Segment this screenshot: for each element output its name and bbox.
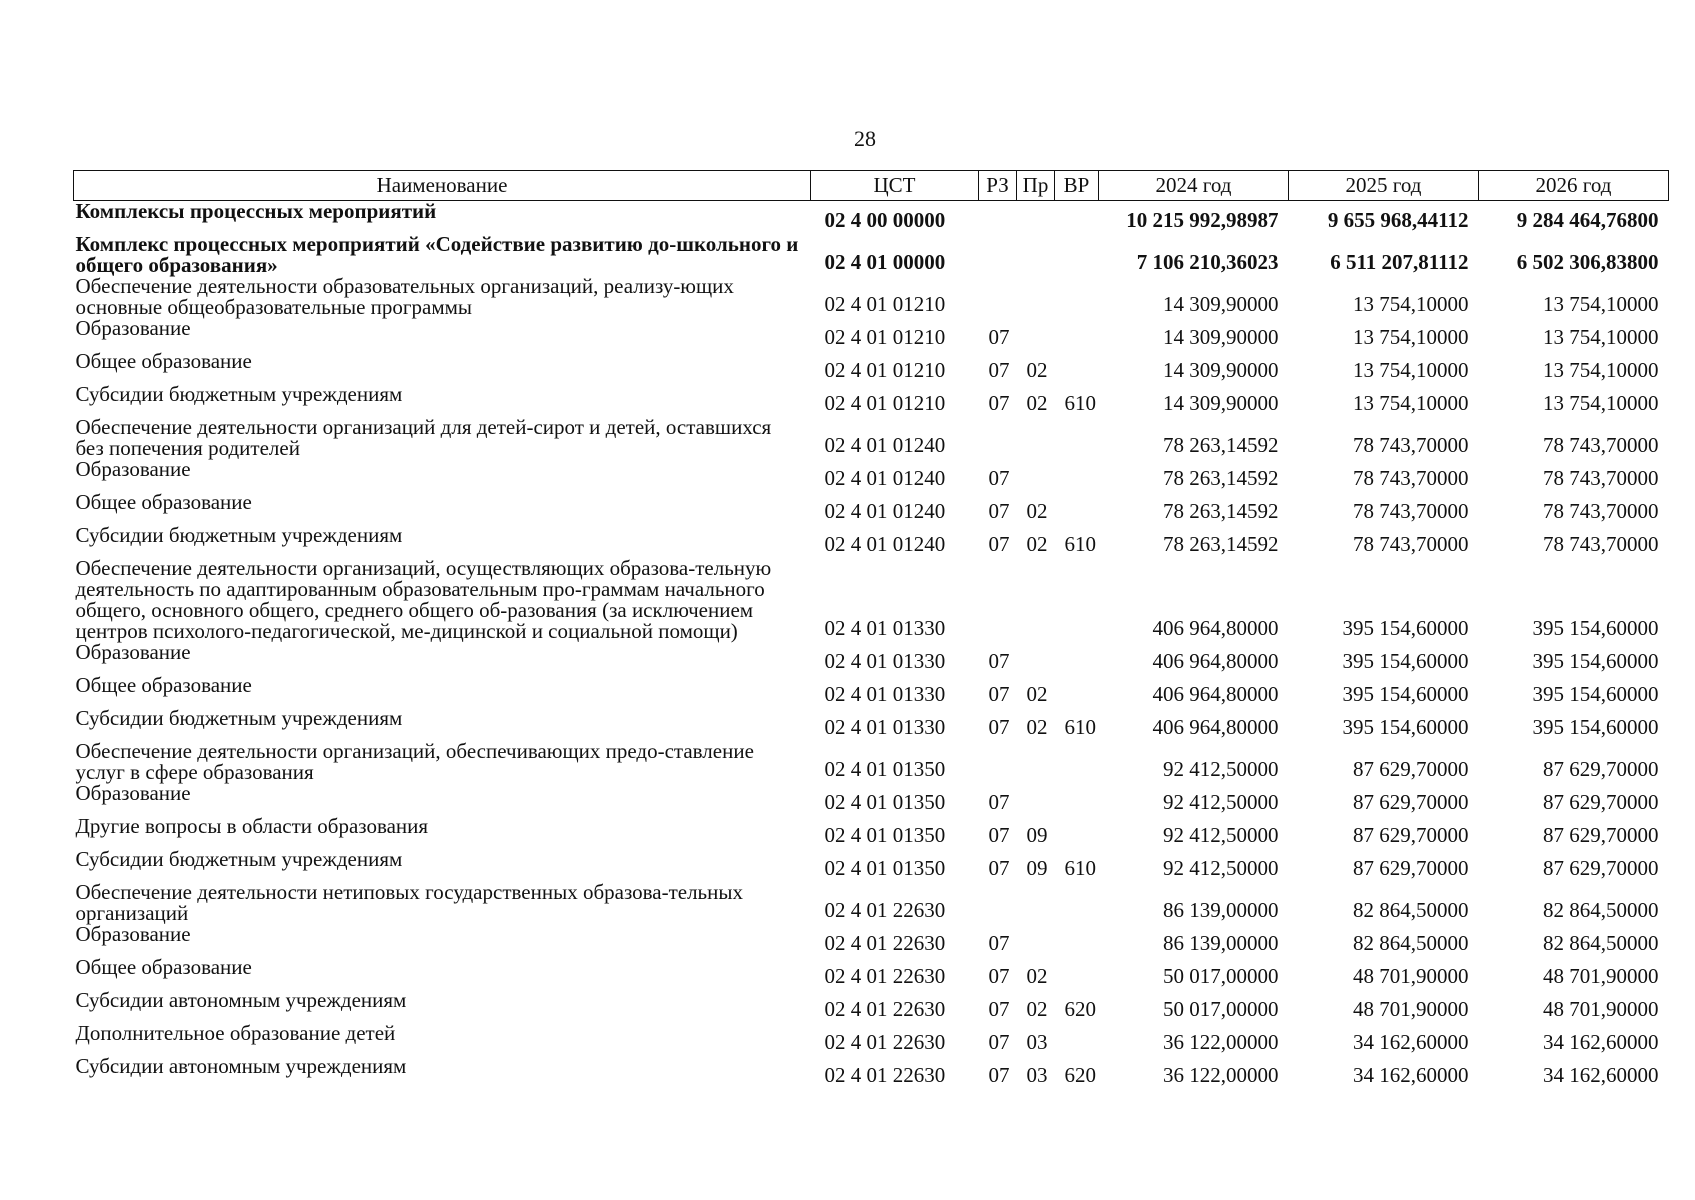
row-name: Субсидии бюджетным учреждениям — [75, 706, 403, 730]
table-row — [74, 351, 1669, 384]
row-name: Образование — [75, 457, 191, 481]
row-value-2026: 13 754,10000 — [1543, 391, 1659, 415]
row-value-2024: 14 309,90000 — [1163, 292, 1279, 316]
row-cst: 02 4 01 01330 — [824, 649, 946, 673]
row-name: Общее образование — [75, 955, 252, 979]
table-row — [74, 417, 1669, 459]
row-value-2024: 406 964,80000 — [1152, 715, 1279, 739]
row-cst: 02 4 01 22630 — [824, 964, 946, 988]
row-cst: 02 4 01 01240 — [824, 499, 946, 523]
table-row — [74, 675, 1669, 708]
row-value-2026: 395 154,60000 — [1532, 616, 1659, 640]
row-rz: 07 — [988, 391, 1010, 415]
row-name: Образование — [75, 781, 191, 805]
table-row — [74, 201, 1669, 235]
row-vr — [1055, 783, 1099, 816]
table-row — [74, 1023, 1669, 1056]
header-vr: ВР — [1055, 171, 1099, 201]
row-rz — [979, 201, 1017, 235]
row-value-2025: 395 154,60000 — [1342, 715, 1469, 739]
header-cst: ЦСТ — [811, 171, 979, 201]
row-rz — [979, 234, 1017, 276]
row-value-2024: 78 263,14592 — [1163, 433, 1279, 457]
header-2026: 2026 год — [1479, 171, 1669, 201]
row-cst: 02 4 01 01350 — [824, 823, 946, 847]
row-name: Общее образование — [75, 673, 252, 697]
row-value-2025: 13 754,10000 — [1353, 292, 1469, 316]
row-value-2024: 406 964,80000 — [1152, 682, 1279, 706]
row-vr — [1055, 201, 1099, 235]
row-name: Комплекс процессных мероприятий «Содействие развитию до-школьного и общего образования» — [75, 232, 799, 277]
header-2025: 2025 год — [1289, 171, 1479, 201]
row-pr — [1017, 318, 1055, 351]
table-row — [74, 783, 1669, 816]
row-vr — [1055, 957, 1099, 990]
table-row — [74, 924, 1669, 957]
row-value-2026: 395 154,60000 — [1532, 682, 1659, 706]
table-body — [74, 201, 1669, 1090]
row-value-2026: 13 754,10000 — [1543, 292, 1659, 316]
row-value-2026: 87 629,70000 — [1543, 823, 1659, 847]
row-cst: 02 4 01 22630 — [824, 1030, 946, 1054]
row-value-2026: 82 864,50000 — [1543, 898, 1659, 922]
table-row — [74, 1056, 1669, 1089]
row-value-2025: 34 162,60000 — [1353, 1063, 1469, 1087]
row-rz: 07 — [988, 715, 1010, 739]
table-header — [74, 171, 1669, 201]
table-row — [74, 642, 1669, 675]
row-value-2026: 6 502 306,83800 — [1516, 250, 1659, 274]
row-rz: 07 — [988, 931, 1010, 955]
row-pr — [1017, 201, 1055, 235]
row-cst: 02 4 01 22630 — [824, 1063, 946, 1087]
row-cst: 02 4 01 01330 — [824, 682, 946, 706]
row-value-2026: 395 154,60000 — [1532, 649, 1659, 673]
row-value-2025: 395 154,60000 — [1342, 616, 1469, 640]
header-2024: 2024 год — [1099, 171, 1289, 201]
table-row — [74, 492, 1669, 525]
row-pr: 02 — [1026, 532, 1048, 556]
row-value-2025: 48 701,90000 — [1353, 997, 1469, 1021]
row-rz: 07 — [988, 856, 1010, 880]
row-pr: 03 — [1026, 1030, 1048, 1054]
table-row — [74, 816, 1669, 849]
row-value-2025: 395 154,60000 — [1342, 649, 1469, 673]
row-cst: 02 4 00 00000 — [824, 208, 946, 232]
row-vr: 610 — [1064, 532, 1096, 556]
row-cst: 02 4 01 01240 — [824, 466, 946, 490]
row-rz: 07 — [988, 997, 1010, 1021]
row-value-2025: 6 511 207,81112 — [1330, 250, 1469, 274]
header-row — [74, 171, 1669, 201]
row-pr: 02 — [1026, 715, 1048, 739]
row-name: Субсидии бюджетным учреждениям — [75, 523, 403, 547]
row-vr: 610 — [1064, 856, 1096, 880]
row-value-2025: 82 864,50000 — [1353, 931, 1469, 955]
row-value-2026: 13 754,10000 — [1543, 325, 1659, 349]
row-cst: 02 4 01 01330 — [824, 616, 946, 640]
row-value-2026: 87 629,70000 — [1543, 757, 1659, 781]
row-rz: 07 — [988, 1030, 1010, 1054]
row-cst: 02 4 01 22630 — [824, 898, 946, 922]
row-rz: 07 — [988, 466, 1010, 490]
row-value-2024: 92 412,50000 — [1163, 856, 1279, 880]
row-name: Образование — [75, 640, 191, 664]
row-pr: 02 — [1026, 682, 1048, 706]
row-value-2026: 34 162,60000 — [1543, 1030, 1659, 1054]
row-name: Обеспечение деятельности организаций, осуществляющих образова-тельную деятельность по адаптированным образовательным про-граммам начального общего, основного общего, среднего общего об-разования (за исключением центров психолого-педагогической, ме-дицинской и социальной помощи) — [75, 556, 772, 643]
row-vr — [1055, 642, 1099, 675]
row-rz — [979, 276, 1017, 318]
table-row — [74, 882, 1669, 924]
row-pr: 09 — [1026, 823, 1048, 847]
row-cst: 02 4 01 00000 — [824, 250, 946, 274]
row-value-2024: 78 263,14592 — [1163, 532, 1279, 556]
row-cst: 02 4 01 01240 — [824, 532, 946, 556]
row-vr — [1055, 1023, 1099, 1056]
row-value-2024: 406 964,80000 — [1152, 649, 1279, 673]
row-value-2024: 92 412,50000 — [1163, 757, 1279, 781]
row-value-2024: 86 139,00000 — [1163, 931, 1279, 955]
row-name: Дополнительное образование детей — [75, 1021, 396, 1045]
budget-table-container — [73, 170, 1668, 1089]
row-cst: 02 4 01 01350 — [824, 856, 946, 880]
row-name: Обеспечение деятельности организаций для детей-сирот и детей, оставшихся без попечения родителей — [75, 415, 772, 460]
row-value-2024: 50 017,00000 — [1163, 997, 1279, 1021]
row-vr — [1055, 276, 1099, 318]
row-value-2024: 14 309,90000 — [1163, 391, 1279, 415]
row-rz: 07 — [988, 823, 1010, 847]
row-pr: 03 — [1026, 1063, 1048, 1087]
row-rz — [979, 558, 1017, 642]
table-row — [74, 384, 1669, 417]
row-value-2024: 78 263,14592 — [1163, 499, 1279, 523]
row-value-2026: 82 864,50000 — [1543, 931, 1659, 955]
row-value-2025: 9 655 968,44112 — [1327, 208, 1469, 232]
row-value-2025: 13 754,10000 — [1353, 325, 1469, 349]
row-rz: 07 — [988, 499, 1010, 523]
row-value-2026: 395 154,60000 — [1532, 715, 1659, 739]
page-number: 28 — [854, 126, 876, 151]
row-name: Обеспечение деятельности нетиповых государственных образова-тельных организаций — [75, 880, 743, 925]
row-cst: 02 4 01 01350 — [824, 757, 946, 781]
row-pr — [1017, 642, 1055, 675]
row-pr — [1017, 459, 1055, 492]
row-cst: 02 4 01 01350 — [824, 790, 946, 814]
row-vr — [1055, 459, 1099, 492]
row-pr — [1017, 783, 1055, 816]
row-rz: 07 — [988, 358, 1010, 382]
row-cst: 02 4 01 22630 — [824, 931, 946, 955]
row-value-2025: 13 754,10000 — [1353, 358, 1469, 382]
row-value-2026: 78 743,70000 — [1543, 499, 1659, 523]
row-cst: 02 4 01 01210 — [824, 391, 946, 415]
row-value-2024: 92 412,50000 — [1163, 790, 1279, 814]
row-value-2024: 14 309,90000 — [1163, 358, 1279, 382]
row-name: Обеспечение деятельности образовательных организаций, реализу-ющих основные общеобразовательные программы — [75, 274, 734, 319]
row-value-2026: 48 701,90000 — [1543, 997, 1659, 1021]
table-row — [74, 276, 1669, 318]
row-vr — [1055, 675, 1099, 708]
row-vr: 620 — [1064, 1063, 1096, 1087]
row-pr: 02 — [1026, 964, 1048, 988]
row-rz: 07 — [988, 532, 1010, 556]
row-pr: 02 — [1026, 391, 1048, 415]
row-rz — [979, 882, 1017, 924]
row-value-2025: 78 743,70000 — [1353, 532, 1469, 556]
row-pr: 02 — [1026, 358, 1048, 382]
row-name: Образование — [75, 922, 191, 946]
row-value-2024: 36 122,00000 — [1163, 1063, 1279, 1087]
row-value-2025: 48 701,90000 — [1353, 964, 1469, 988]
row-value-2026: 87 629,70000 — [1543, 856, 1659, 880]
row-cst: 02 4 01 22630 — [824, 997, 946, 1021]
table-row — [74, 558, 1669, 642]
row-value-2026: 87 629,70000 — [1543, 790, 1659, 814]
row-name: Субсидии автономным учреждениям — [75, 988, 407, 1012]
row-vr — [1055, 234, 1099, 276]
row-value-2024: 86 139,00000 — [1163, 898, 1279, 922]
row-pr: 09 — [1026, 856, 1048, 880]
row-cst: 02 4 01 01210 — [824, 358, 946, 382]
header-name: Наименование — [74, 171, 811, 201]
row-pr — [1017, 558, 1055, 642]
row-name: Другие вопросы в области образования — [75, 814, 429, 838]
table-row — [74, 234, 1669, 276]
row-pr — [1017, 276, 1055, 318]
budget-table — [73, 170, 1669, 1089]
row-value-2025: 395 154,60000 — [1342, 682, 1469, 706]
row-name: Обеспечение деятельности организаций, обеспечивающих предо-ставление услуг в сфере образования — [75, 739, 754, 784]
row-vr: 620 — [1064, 997, 1096, 1021]
row-value-2025: 82 864,50000 — [1353, 898, 1469, 922]
row-vr — [1055, 351, 1099, 384]
row-value-2024: 50 017,00000 — [1163, 964, 1279, 988]
header-rz: РЗ — [979, 171, 1017, 201]
table-row — [74, 990, 1669, 1023]
row-value-2024: 7 106 210,36023 — [1136, 250, 1279, 274]
row-rz — [979, 417, 1017, 459]
table-row — [74, 849, 1669, 882]
row-vr — [1055, 318, 1099, 351]
row-pr — [1017, 234, 1055, 276]
row-value-2025: 87 629,70000 — [1353, 823, 1469, 847]
row-name: Субсидии автономным учреждениям — [75, 1054, 407, 1078]
row-cst: 02 4 01 01210 — [824, 292, 946, 316]
row-rz: 07 — [988, 682, 1010, 706]
row-value-2025: 87 629,70000 — [1353, 757, 1469, 781]
row-name: Общее образование — [75, 349, 252, 373]
row-value-2024: 10 215 992,98987 — [1126, 208, 1279, 232]
table-row — [74, 459, 1669, 492]
row-name: Образование — [75, 316, 191, 340]
header-pr: Пр — [1017, 171, 1055, 201]
row-vr — [1055, 924, 1099, 957]
row-value-2025: 78 743,70000 — [1353, 433, 1469, 457]
row-value-2025: 87 629,70000 — [1353, 790, 1469, 814]
row-value-2026: 78 743,70000 — [1543, 466, 1659, 490]
row-value-2026: 9 284 464,76800 — [1516, 208, 1659, 232]
row-value-2024: 78 263,14592 — [1163, 466, 1279, 490]
row-rz: 07 — [988, 790, 1010, 814]
row-pr — [1017, 882, 1055, 924]
row-cst: 02 4 01 01330 — [824, 715, 946, 739]
row-name: Общее образование — [75, 490, 252, 514]
table-row — [74, 318, 1669, 351]
table-row — [74, 741, 1669, 783]
row-name: Субсидии бюджетным учреждениям — [75, 382, 403, 406]
row-pr: 02 — [1026, 499, 1048, 523]
row-value-2024: 92 412,50000 — [1163, 823, 1279, 847]
table-row — [74, 957, 1669, 990]
row-value-2024: 14 309,90000 — [1163, 325, 1279, 349]
row-pr — [1017, 924, 1055, 957]
row-rz — [979, 741, 1017, 783]
row-vr — [1055, 882, 1099, 924]
row-rz: 07 — [988, 964, 1010, 988]
row-value-2026: 34 162,60000 — [1543, 1063, 1659, 1087]
row-vr — [1055, 816, 1099, 849]
table-row — [74, 708, 1669, 741]
row-vr: 610 — [1064, 715, 1096, 739]
row-value-2025: 87 629,70000 — [1353, 856, 1469, 880]
row-value-2026: 48 701,90000 — [1543, 964, 1659, 988]
row-value-2026: 13 754,10000 — [1543, 358, 1659, 382]
row-pr — [1017, 741, 1055, 783]
row-rz: 07 — [988, 1063, 1010, 1087]
row-cst: 02 4 01 01210 — [824, 325, 946, 349]
row-value-2025: 78 743,70000 — [1353, 466, 1469, 490]
row-value-2024: 406 964,80000 — [1152, 616, 1279, 640]
row-name: Комплексы процессных мероприятий — [75, 199, 437, 223]
row-vr — [1055, 417, 1099, 459]
row-value-2026: 78 743,70000 — [1543, 433, 1659, 457]
row-value-2025: 13 754,10000 — [1353, 391, 1469, 415]
row-value-2025: 34 162,60000 — [1353, 1030, 1469, 1054]
row-vr: 610 — [1064, 391, 1096, 415]
row-vr — [1055, 741, 1099, 783]
row-name: Субсидии бюджетным учреждениям — [75, 847, 403, 871]
row-rz: 07 — [988, 649, 1010, 673]
row-value-2024: 36 122,00000 — [1163, 1030, 1279, 1054]
row-vr — [1055, 492, 1099, 525]
table-row — [74, 525, 1669, 558]
row-value-2026: 78 743,70000 — [1543, 532, 1659, 556]
row-pr — [1017, 417, 1055, 459]
row-value-2025: 78 743,70000 — [1353, 499, 1469, 523]
row-cst: 02 4 01 01240 — [824, 433, 946, 457]
row-rz: 07 — [988, 325, 1010, 349]
row-pr: 02 — [1026, 997, 1048, 1021]
row-vr — [1055, 558, 1099, 642]
